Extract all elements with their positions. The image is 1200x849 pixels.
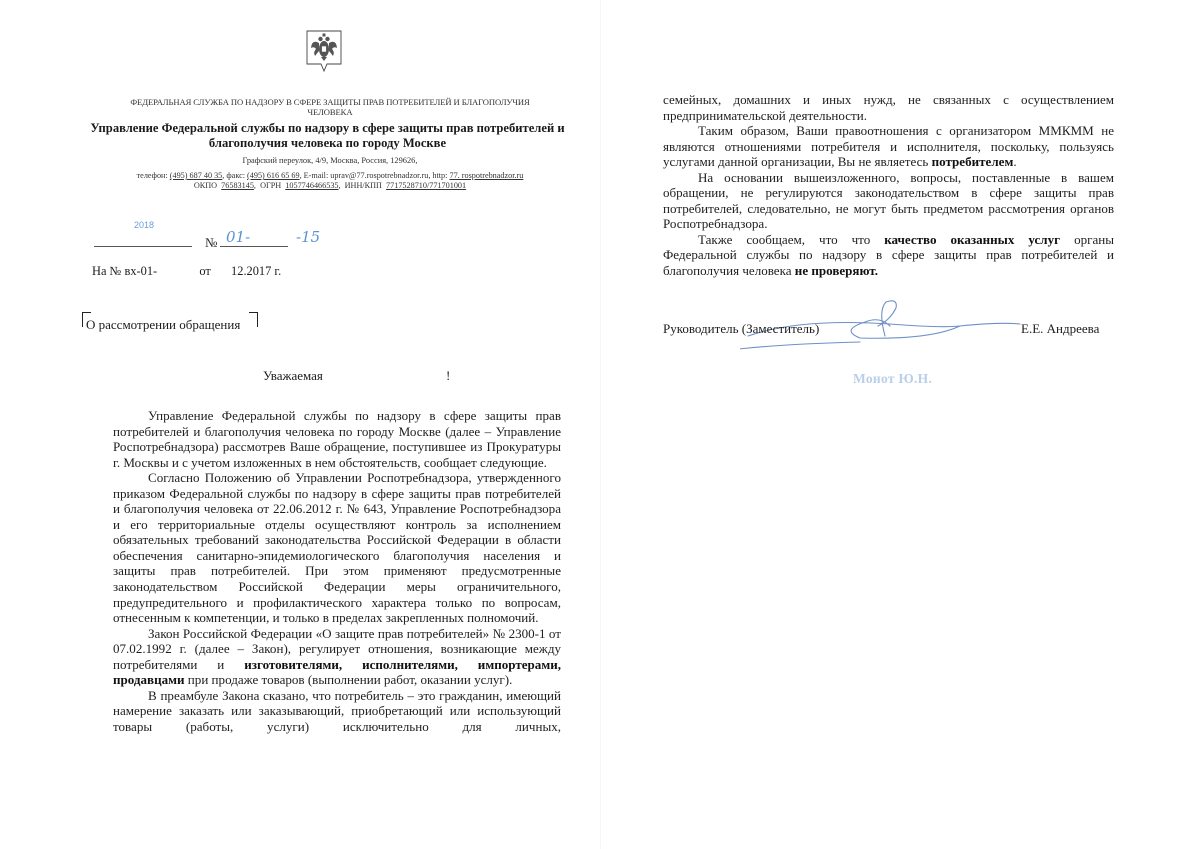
http-value[interactable]: 77. rospotrebnadzor.ru (449, 171, 524, 180)
ogrn-value: 1057746466535 (285, 181, 339, 190)
reference-from: от (199, 264, 211, 278)
conclusion-text-bold: потребителем (931, 154, 1014, 170)
reference-number: На № вх-01- (92, 264, 158, 278)
ogrn-label: ОГРН (260, 181, 282, 190)
law-text-a: Закон Российской Федерации «О защите прав потребителей» № 2300-1 от 07.02.1992 г. (далее – Закон), регулирует отношения, возникающие между потребителями и (113, 625, 561, 672)
paragraph-grounds: На основании вышеизложенного, вопросы, поставленные в вашем обращении, не регулируются законодательством в сфере защиты прав потребителей, следовательно, не могут быть предметом рассмотрения органов Роспотребнадзора. (663, 169, 1114, 232)
registration-number-label: № (205, 235, 218, 250)
quality-text-bold-end: не проверяют. (794, 263, 878, 279)
body-right-column (663, 92, 1114, 279)
subject-bracket-right (249, 312, 258, 327)
quality-text-bold: качество оказанных услуг (884, 231, 1061, 247)
phone-label: телефон: (136, 171, 168, 180)
okpo-label: ОКПО (193, 181, 218, 190)
inn-value: 7717528710/771701001 (386, 181, 467, 190)
registration-date-line (94, 246, 192, 247)
agency-name: ФЕДЕРАЛЬНАЯ СЛУЖБА ПО НАДЗОРУ В СФЕРЕ ЗАЩИТЫ ПРАВ ПОТРЕБИТЕЛЕЙ И БЛАГОПОЛУЧИЯ ЧЕЛОВЕКА (130, 97, 530, 117)
subject-line: О рассмотрении обращения (86, 317, 241, 332)
quality-text-c: органы Федеральной службы по надзору в сфере защиты прав потребителей и благополучия человека (663, 231, 1115, 279)
fax-value: (495) 616 65 69 (247, 171, 300, 180)
reference-line (92, 264, 281, 279)
quality-text-a: Также сообщаем, что что (698, 231, 885, 247)
department-address: Графский переулок, 4/9, Москва, Россия, 129626, (242, 156, 418, 165)
registration-number-line (220, 246, 288, 247)
law-text-c: при продаже товаров (выполнении работ, оказании услуг). (184, 672, 513, 688)
paragraph-needs: семейных, домашних и иных нужд, не связанных с осуществлением предпринимательской деятельности. (663, 92, 1114, 123)
inn-label: ИНН/КПП (344, 181, 382, 190)
okpo-value: 76583145 (221, 181, 254, 190)
signatory-title: Руководитель (Заместитель) (663, 321, 820, 336)
paragraph-quality (663, 232, 1114, 279)
reference-date: 12.2017 г. (231, 264, 282, 278)
paragraph-review: Управление Федеральной службы по надзору в сфере защиты прав потребителей и благополучия человека по городу Москве (далее – Управление Роспотребнадзора) рассмотрев Ваше обращение, поступившее из Прокуратуры г. Москвы и с учетом изложенных в нем обстоятельств, сообщает следующие. (113, 408, 561, 470)
email-label: E-mail: (303, 171, 329, 180)
conclusion-text-c: . (1013, 154, 1017, 170)
executor-stamp: Монот Ю.Н. (853, 371, 933, 386)
page-divider (600, 0, 601, 849)
phone-value: (495) 687 40 35 (169, 171, 223, 180)
registration-number-handwritten-suffix: -15 (296, 228, 321, 246)
registration-number-handwritten-prefix: 01- (226, 228, 251, 246)
http-label: http: (432, 171, 448, 180)
coat-of-arms-icon (306, 30, 342, 72)
signatory-name: Е.Е. Андреева (1021, 321, 1100, 336)
paragraph-law (113, 626, 561, 688)
department-name: Управление Федеральной службы по надзору в сфере защиты прав потребителей и благополучия человека по городу Москве (90, 121, 565, 150)
paragraph-preamble: В преамбуле Закона сказано, что потребитель – это гражданин, имеющий намерение заказать или заказывающий, приобретающий или использующий товары (работы, услуги) исключительно для личных, (113, 687, 561, 734)
contact-details: телефон: (495) 687 40 35, факс: (495) 616 65 69, E-mail: uprav@77.rospotrebnadzor.ru, http: 77. rospotrebnadzor.ru ОКПО 76583145, ОГРН 1057746466535, ИНН/КПП 7717528710/771701001 (136, 171, 524, 190)
body-left-column (113, 408, 561, 734)
law-text-bold: изготовителями, исполнителями, импортерами, продавцами (113, 656, 561, 688)
paragraph-conclusion (663, 123, 1114, 170)
fax-label: факс: (226, 171, 245, 180)
conclusion-text-a: Таким образом, Ваши правоотношения с организатором ММКММ не являются отношениями потребителя и исполнителя, поскольку, пользуясь услугами данной организации, Вы не являетесь (663, 123, 1114, 170)
registration-year: 2018 (134, 220, 155, 230)
salutation-end: ! (446, 368, 451, 383)
email-value[interactable]: uprav@77.rospotrebnadzor.ru (330, 171, 429, 180)
salutation: Уважаемая (263, 368, 323, 383)
paragraph-regulation: Согласно Положению об Управлении Роспотребнадзора, утвержденного приказом Федеральной службы по надзору в сфере защиты прав потребителей и благополучия человека от 22.06.2012 г. № 643, Управление Роспотребнадзора и его территориальные отделы осуществляют контроль за исполнением обязательных требований законодательства Российской Федерации в области обеспечения санитарно-эпидемиологического благополучия населения и защиты прав потребителей. При этом применяют предусмотренные законодательством Российской Федерации меры ограничительного, предупредительного и профилактического характера только по вопросам, отнесенным к компетенции, и только в пределах закрепленных полномочий. (113, 470, 561, 626)
